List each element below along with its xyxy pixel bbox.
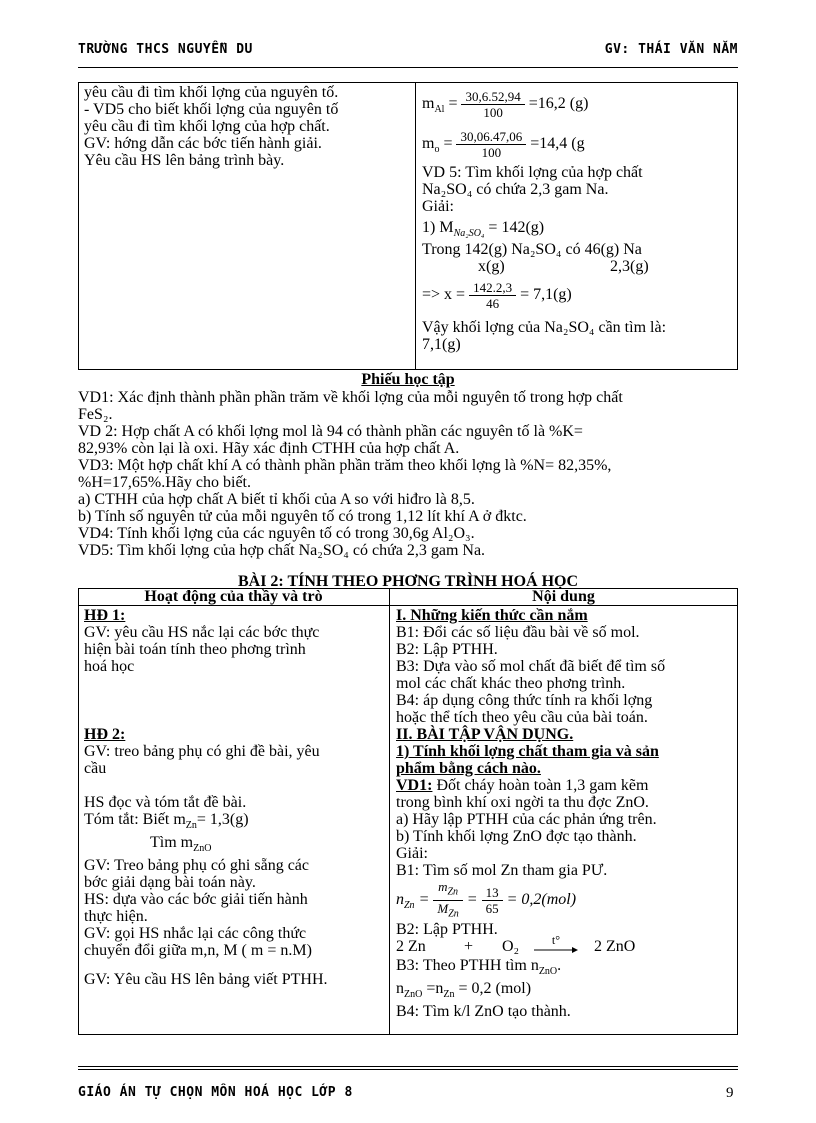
giai-label: Giải: (422, 198, 454, 215)
table1-right-cell (422, 84, 734, 353)
knowledge-line: B3: Dựa vào số mol chất đã biết để tìm số (396, 658, 666, 675)
worksheet-line: VD4: Tính khối lợng của các nguyên tố có trong 30,6g Al₂O₃. (78, 525, 475, 542)
x-formula: => x = $\frac{142.2,3}{46}$ = 7,1(g) (422, 279, 572, 311)
col-header-activities: Hoạt động của thầy và trò (144, 588, 323, 605)
vd5-title: VD 5: Tìm khối lợng của hợp chất (422, 164, 643, 181)
tomtat-line: Tóm tắt: Biết $m_{Zn}= 1,3(g)$ (84, 811, 249, 832)
col-header-content: Nội dung (532, 588, 595, 605)
knowledge-line: hoặc thể tích theo yêu cầu của bài toán. (396, 709, 648, 726)
hd2-line: cầu (84, 760, 107, 777)
trong-line: Trong 142(g) Na₂SO₄ có 46(g) Na (422, 241, 642, 258)
knowledge-line: B2: Lập PTHH. (396, 641, 498, 658)
vd1-body-line: a) Hãy lập PTHH của các phản ứng trên. (396, 811, 657, 828)
worksheet-line: VD3: Một hợp chất khí A có thành phần phần trăm theo khối lợng là %N= 82,35%, (78, 457, 612, 474)
b2-line: B2: Lập PTHH. (396, 921, 498, 938)
gv2-line: HS: dựa vào các bớc giải tiến hành (84, 891, 308, 909)
m-al-formula: $m_{Al}$ = $\frac{30,6.52,94}{100}$ =16,2 (g) (422, 88, 589, 120)
table1-left-line: Yêu cầu HS lên bảng trình bày. (84, 152, 285, 169)
gv2-line: GV: Treo bảng phụ có ghi sẵng các (84, 857, 309, 875)
knowledge-line: B4: áp dụng công thức tính ra khối lợng (396, 692, 653, 709)
worksheet-title: Phiếu học tập (361, 371, 455, 388)
hd1-line: hoá học (84, 658, 135, 675)
worksheet-line: FeS₂. (78, 406, 113, 423)
worksheet-line: b) Tính số nguyên tử của mỗi nguyên tố có trong 1,12 lít khí A ở đktc. (78, 508, 527, 525)
worksheet-body (78, 389, 738, 559)
footer-title: GIÁO ÁN TỰ CHỌN MÔN HOÁ HỌC LỚP 8 (78, 1085, 353, 1100)
vay-value: 7,1(g) (422, 336, 461, 353)
vd1-body-line: B1: Tìm số mol Zn tham gia PƯ. (396, 862, 608, 879)
worksheet-line: VD 2: Hợp chất A có khối lợng mol là 94 có thành phần các nguyên tố là %K= (78, 423, 583, 440)
vd1-body-line: trong bình khí oxi ngời ta thu đợc ZnO. (396, 794, 649, 811)
x-line: x(g) 2,3(g) (478, 258, 649, 275)
gv2-line: GV: gọi HS nhắc lại các công thức (84, 925, 307, 943)
hd1-heading: HĐ 1: (84, 607, 126, 624)
table2-divider (389, 588, 390, 1035)
reaction-arrow: t° (534, 932, 578, 954)
equation-line: 2 Zn + O₂ t° 2 ZnO (396, 933, 636, 955)
arrow-icon (534, 946, 578, 954)
worksheet-line: %H=17,65%.Hãy cho biết. (78, 474, 251, 491)
n-zn-formula: $n_{Zn}$ = $\frac{m_{Zn}}{M_{Zn}}$ = $\frac{13}{65}$ = 0,2(mol) (396, 879, 577, 920)
vd1-line: VD1: Đốt cháy hoàn toàn 1,3 gam kẽm (396, 777, 649, 794)
vay-line: Vậy khối lợng của Na₂SO₄ cần tìm là: (422, 319, 667, 336)
n-zn-fraction-symbolic: $\frac{m_{Zn}}{M_{Zn}}$ (433, 879, 462, 921)
b3-line: B3: Theo PTHH tìm $n_{ZnO}$. (396, 957, 562, 978)
worksheet-line: VD1: Xác định thành phần phần trăm về khối lợng của mỗi nguyên tố trong hợp chất (78, 389, 623, 406)
gv2-line: thực hiện. (84, 908, 148, 926)
table1-left-line: GV: hớng dẫn các bớc tiến hành giải. (84, 135, 322, 152)
x-fraction: $\frac{142.2,3}{46}$ (469, 280, 516, 311)
hs-read-line: HS đọc và tóm tắt đề bài. (84, 794, 247, 811)
b3-equation: $n_{ZnO} =n_{Zn} = 0,2$ (mol) (396, 980, 532, 1001)
subsection-title: phẩm bằng cách nào. (396, 760, 541, 777)
subsection-title: 1) Tính khối lợng chất tham gia và sản (396, 743, 659, 760)
lesson-title: BÀI 2: TÍNH THEO PHƠNG TRÌNH HOÁ HỌC (237, 573, 579, 590)
b4-line: B4: Tìm k/l ZnO tạo thành. (396, 1003, 571, 1021)
knowledge-line: B1: Đổi các số liệu đầu bài về số mol. (396, 624, 640, 641)
table1-left-line: yêu cầu đi tìm khối lợng của nguyên tố. (84, 84, 339, 101)
header-teacher: GV: THÁI VĂN NĂM (604, 42, 738, 57)
vd5-line: Na₂SO₄ có chứa 2,3 gam Na. (422, 181, 609, 198)
gv2-line: bớc giải dạng bài toán này. (84, 874, 256, 892)
table2-right-cell (396, 607, 734, 1020)
knowledge-line: mol các chất khác theo phơng trình. (396, 675, 626, 692)
table2-header-rule (78, 605, 738, 606)
section-knowledge: I. Những kiến thức cần nắm (396, 607, 588, 624)
tim-line: Tìm $m_{ZnO}$ (150, 834, 212, 855)
page-number: 9 (726, 1085, 734, 1101)
m-o-formula: $m_o$ = $\frac{30,06.47,06}{100}$ =14,4 (g (422, 128, 585, 160)
header-rule (78, 67, 738, 68)
worksheet-line: 82,93% còn lại là oxi. Hãy xác định CTHH của hợp chất A. (78, 440, 460, 457)
footer-rule-double (78, 1069, 738, 1070)
hd2-line: GV: treo bảng phụ có ghi đề bài, yêu (84, 743, 320, 760)
table1-left-line: yêu cầu đi tìm khối lợng của hợp chất. (84, 118, 330, 135)
table1-left-line: - VD5 cho biết khối lợng của nguyên tố (84, 101, 339, 118)
molar-mass-line: 1) $M_{Na_2SO_4} = 142(g)$ (422, 219, 545, 240)
table1-divider (415, 82, 416, 370)
hd1-line: hiện bài toán tính theo phơng trình (84, 641, 306, 658)
gv2-line: chuyển đổi giữa m,n, M ( m = n.M) (84, 942, 312, 960)
worksheet-line: a) CTHH của hợp chất A biết tỉ khối của A so với hiđro là 8,5. (78, 491, 475, 508)
gv3-line: GV: Yêu cầu HS lên bảng viết PTHH. (84, 971, 328, 989)
section-exercises: II. BÀI TẬP VẬN DỤNG. (396, 726, 574, 743)
worksheet-line: VD5: Tìm khối lợng của hợp chất Na₂SO₄ có chứa 2,3 gam Na. (78, 542, 486, 559)
n-zn-fraction-numeric: $\frac{13}{65}$ (482, 885, 503, 916)
table1-left-cell (84, 84, 409, 169)
hd1-line: GV: yêu cầu HS nắc lại các bớc thực (84, 624, 320, 641)
table2-left-cell (84, 607, 384, 988)
m-al-fraction: $\frac{30,6.52,94}{100}$ (461, 89, 524, 120)
vd1-body-line: b) Tính khối lợng ZnO đợc tạo thành. (396, 828, 637, 845)
m-o-fraction: $\frac{30,06.47,06}{100}$ (456, 129, 526, 160)
hd2-heading: HĐ 2: (84, 726, 126, 743)
header-school: TRƯỜNG THCS NGUYỄN DU (78, 42, 253, 57)
vd1-body-line: Giải: (396, 845, 428, 862)
footer-rule (78, 1066, 738, 1067)
